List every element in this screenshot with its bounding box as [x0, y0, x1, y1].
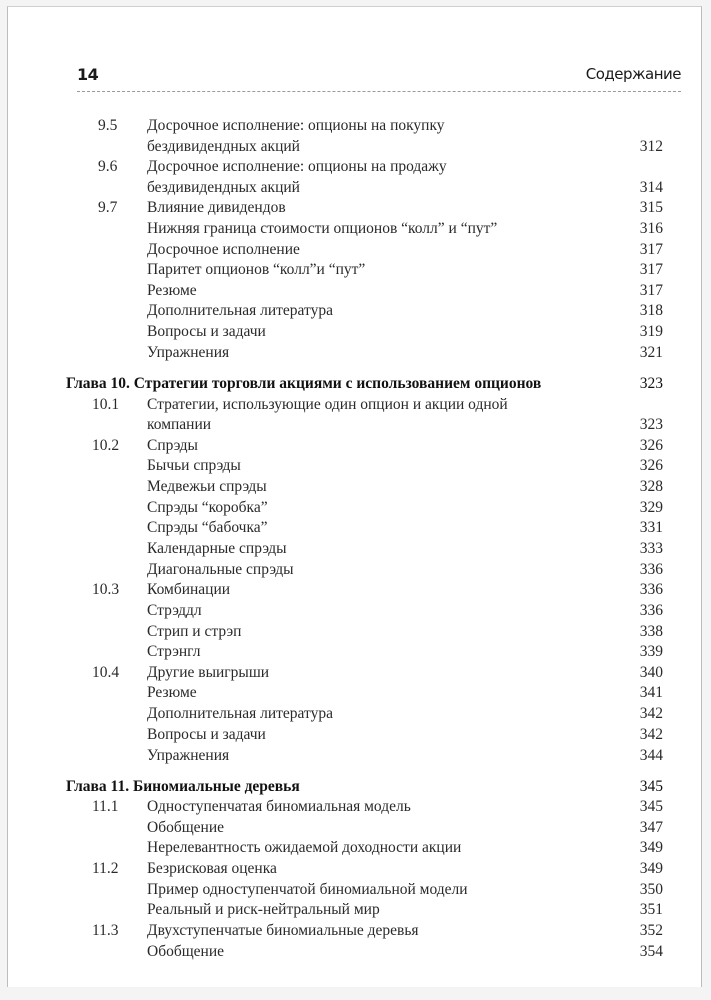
section-number: 10.3 — [92, 581, 120, 598]
toc-entry — [0, 663, 711, 683]
toc-entry — [0, 746, 711, 766]
entry-title: Спрэды “коробка” — [147, 499, 268, 516]
section-number: 11.2 — [92, 860, 119, 877]
entry-title: Безрисковая оценка — [147, 860, 277, 877]
toc-entry — [0, 498, 711, 518]
entry-title: Вопросы и задачи — [147, 323, 266, 340]
page-ref: 319 — [639, 323, 663, 340]
section-number: 9.5 — [98, 117, 118, 134]
entry-title: Стрэнгл — [147, 643, 201, 660]
section-number: 10.4 — [92, 664, 120, 681]
page-ref: 326 — [639, 437, 663, 454]
toc-entry — [0, 301, 711, 321]
chapter-title: Глава 10. Стратегии торговли акциями с использованием опционов — [66, 375, 542, 392]
page-ref: 351 — [639, 901, 663, 918]
toc-entry — [0, 518, 711, 538]
toc-entry — [0, 859, 711, 879]
chapter-title: Глава 11. Биномиальные деревья — [66, 778, 300, 795]
page-ref: 336 — [639, 581, 663, 598]
entry-title: Упражнения — [147, 747, 230, 764]
running-header — [77, 65, 681, 92]
page-ref: 336 — [639, 561, 663, 578]
entry-title: Календарные спрэды — [147, 540, 287, 557]
toc-entry — [0, 838, 711, 858]
entry-title: Стрип и стрэп — [147, 623, 242, 640]
entry-title: Влияние дивидендов — [147, 199, 286, 216]
page-ref: 323 — [639, 416, 663, 433]
page-ref: 328 — [639, 478, 663, 495]
section-number: 9.6 — [98, 158, 118, 175]
toc-entry — [0, 436, 711, 456]
entry-title: Вопросы и задачи — [147, 726, 266, 743]
page-ref: 341 — [639, 684, 663, 701]
entry-title: Нерелевантность ожидаемой доходности акции — [147, 839, 462, 856]
entry-title: бездивидендных акций — [147, 179, 300, 196]
entry-title: Другие выигрыши — [147, 664, 270, 681]
toc-entry — [0, 395, 711, 415]
page-ref: 331 — [639, 519, 663, 536]
toc-entry — [0, 260, 711, 280]
toc-entry — [0, 900, 711, 920]
entry-title: Досрочное исполнение: опционы на покупку — [147, 117, 445, 134]
page-ref: 347 — [639, 819, 663, 836]
entry-title: Одноступенчатая биномиальная модель — [147, 798, 411, 815]
toc-entry — [0, 539, 711, 559]
entry-title: Дополнительная литература — [147, 705, 333, 722]
toc-entry — [0, 601, 711, 621]
toc-entry — [0, 921, 711, 941]
page-ref: 321 — [639, 344, 663, 361]
page-ref: 342 — [639, 726, 663, 743]
toc-chapter-entry — [0, 777, 711, 797]
toc-entry — [0, 580, 711, 600]
page-ref: 344 — [639, 747, 663, 764]
toc-entry — [0, 880, 711, 900]
entry-title: Двухступенчатые биномиальные деревья — [147, 922, 419, 939]
entry-title: Резюме — [147, 684, 197, 701]
entry-title: Спрэды — [147, 437, 198, 454]
entry-title: Нижняя граница стоимости опционов “колл” и “пут” — [147, 220, 498, 237]
entry-title: Досрочное исполнение — [147, 241, 300, 258]
toc-entry — [0, 797, 711, 817]
page-ref: 345 — [639, 798, 663, 815]
toc-entry — [0, 642, 711, 662]
page-ref: 338 — [639, 623, 663, 640]
section-number: 9.7 — [98, 199, 118, 216]
page-ref: 339 — [639, 643, 663, 660]
page-ref: 342 — [639, 705, 663, 722]
entry-title: Паритет опционов “колл”и “пут” — [147, 261, 366, 278]
page-ref: 317 — [639, 241, 663, 258]
toc-chapter-entry — [0, 374, 711, 394]
section-number: 10.1 — [92, 396, 120, 413]
entry-title: Стратегии, использующие один опцион и акции одной — [147, 396, 508, 413]
entry-title: Комбинации — [147, 581, 231, 598]
entry-title: Обобщение — [147, 819, 225, 836]
toc-entry — [0, 477, 711, 497]
toc-entry — [0, 818, 711, 838]
toc-entry — [0, 219, 711, 239]
page-ref: 349 — [639, 839, 663, 856]
section-number: 11.1 — [92, 798, 119, 815]
page-ref: 316 — [639, 220, 663, 237]
toc-entry — [0, 178, 711, 198]
page-ref: 354 — [639, 943, 663, 960]
entry-title: Дополнительная литература — [147, 302, 333, 319]
page-ref: 315 — [639, 199, 663, 216]
section-number: 10.2 — [92, 437, 120, 454]
page-ref: 317 — [639, 261, 663, 278]
page-ref: 336 — [639, 602, 663, 619]
page-number: 14 — [77, 65, 99, 84]
toc-entry — [0, 622, 711, 642]
entry-title: компании — [147, 416, 212, 433]
toc-entry — [0, 322, 711, 342]
entry-title: Упражнения — [147, 344, 230, 361]
page-ref: 340 — [639, 664, 663, 681]
page-ref: 329 — [639, 499, 663, 516]
entry-title: Резюме — [147, 282, 197, 299]
toc-entry — [0, 198, 711, 218]
page-ref: 345 — [639, 778, 663, 795]
entry-title: Стрэддл — [147, 602, 202, 619]
toc-entry — [0, 683, 711, 703]
page-ref: 318 — [639, 302, 663, 319]
entry-title: Бычьи спрэды — [147, 457, 241, 474]
page-ref: 333 — [639, 540, 663, 557]
entry-title: Обобщение — [147, 943, 225, 960]
toc-entry — [0, 725, 711, 745]
entry-title: бездивидендных акций — [147, 138, 300, 155]
page-ref: 314 — [639, 179, 663, 196]
entry-title: Диагональные спрэды — [147, 561, 294, 578]
toc-entry — [0, 942, 711, 962]
toc-entry — [0, 704, 711, 724]
page-ref: 323 — [639, 375, 663, 392]
toc-entry — [0, 137, 711, 157]
page-ref: 350 — [639, 881, 663, 898]
toc-entry — [0, 157, 711, 177]
toc-entry — [0, 116, 711, 136]
page-ref: 349 — [639, 860, 663, 877]
entry-title: Пример одноступенчатой биномиальной модели — [147, 881, 468, 898]
section-number: 11.3 — [92, 922, 119, 939]
entry-title: Реальный и риск-нейтральный мир — [147, 901, 380, 918]
toc-entry — [0, 343, 711, 363]
entry-title: Спрэды “бабочка” — [147, 519, 268, 536]
toc-entry — [0, 415, 711, 435]
page-ref: 312 — [639, 138, 663, 155]
section-title: Содержание — [585, 65, 681, 83]
page-ref: 352 — [639, 922, 663, 939]
page-ref: 326 — [639, 457, 663, 474]
toc-entry — [0, 456, 711, 476]
page-ref: 317 — [639, 282, 663, 299]
toc-entry — [0, 560, 711, 580]
toc-entry — [0, 281, 711, 301]
toc-entry — [0, 240, 711, 260]
entry-title: Досрочное исполнение: опционы на продажу — [147, 158, 447, 175]
entry-title: Медвежьи спрэды — [147, 478, 267, 495]
